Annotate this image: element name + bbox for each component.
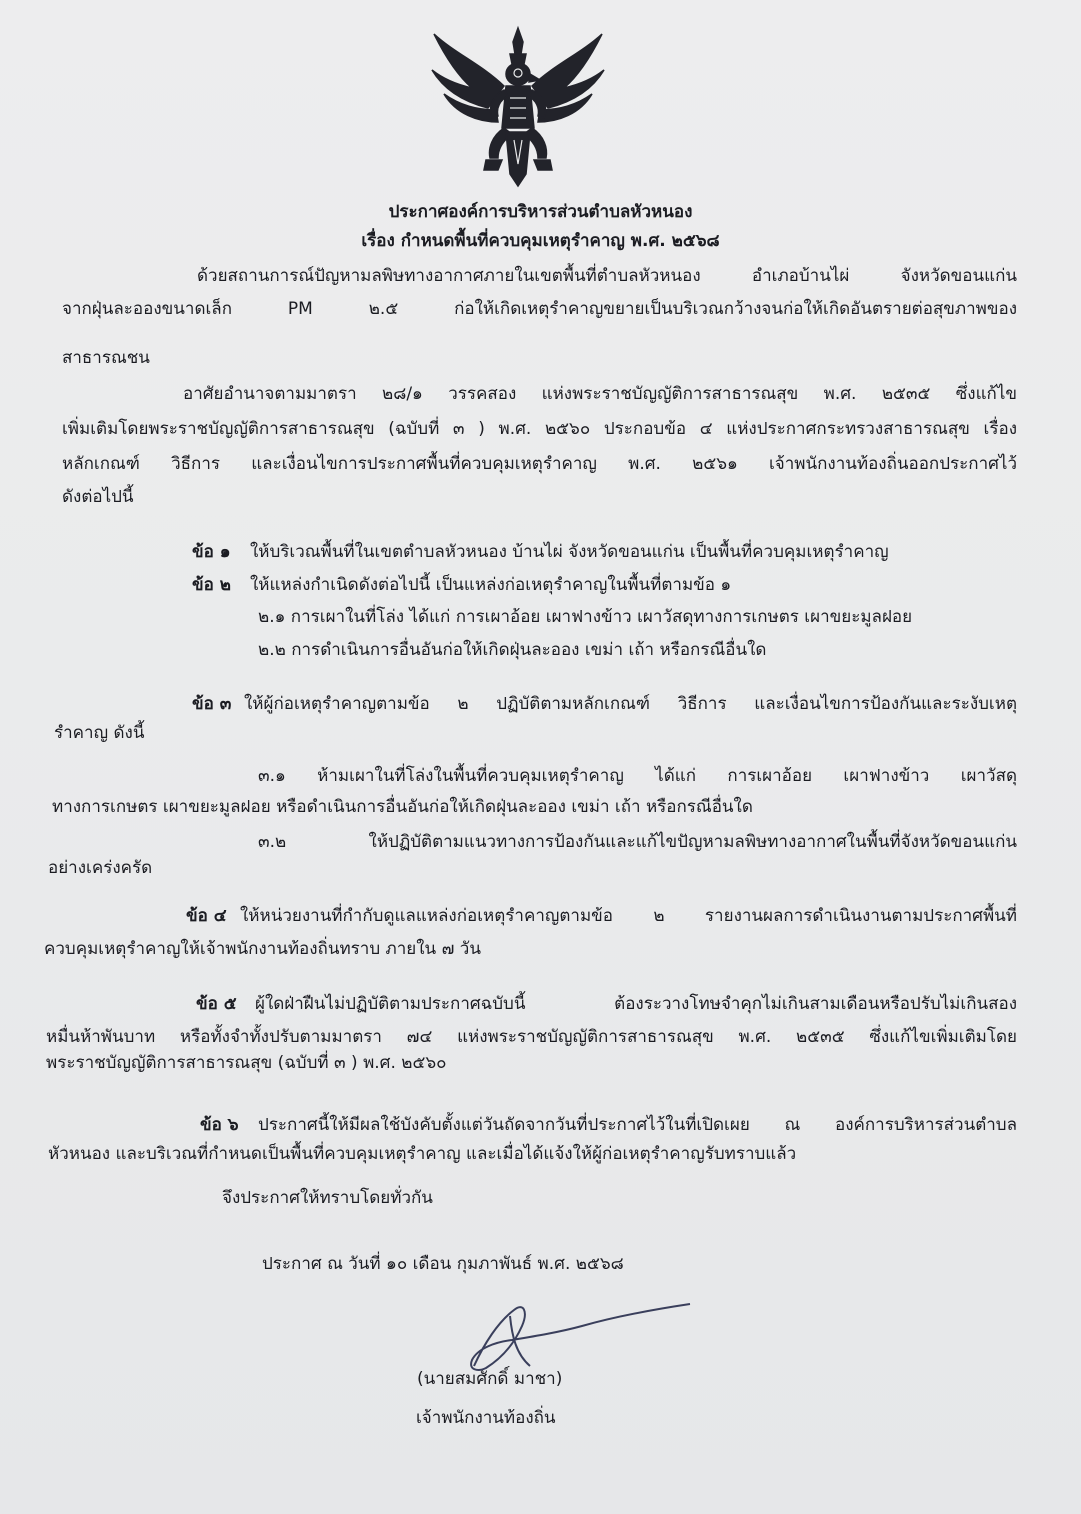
clause-3-text-1: ให้ผู้ก่อเหตุรำคาญตามข้อ ๒ ปฏิบัติตามหลักเกณฑ์ วิธีการ และเงื่อนไขการป้องกันและระงับเหตุ <box>244 694 1017 714</box>
authority-line-4: ดังต่อไปนี้ <box>62 487 134 507</box>
clause-6-text-1: ประกาศนี้ให้มีผลใช้บังคับตั้งแต่วันถัดจากวันที่ประกาศไว้ในที่เปิดเผย ณ องค์การบริหารส่วนตำบล <box>258 1115 1017 1135</box>
clause-2-sub-2: ๒.๒ การดำเนินการอื่นอันก่อให้เกิดฝุ่นละออง เขม่า เถ้า หรือกรณีอื่นใด <box>258 640 767 660</box>
clause-5-label: ข้อ ๕ <box>196 994 237 1014</box>
clause-3-sub-2a: ๓.๒ ให้ปฏิบัติตามแนวทางการป้องกันและแก้ไขปัญหามลพิษทางอากาศในพื้นที่จังหวัดขอนแก่น <box>258 832 1017 852</box>
clause-2-text: ให้แหล่งกำเนิดดังต่อไปนี้ เป็นแหล่งก่อเหตุรำคาญในพื้นที่ตามข้อ ๑ <box>250 575 732 595</box>
clause-4-label: ข้อ ๔ <box>186 906 227 926</box>
clause-1-label: ข้อ ๑ <box>192 542 231 562</box>
clause-3-sub-1a: ๓.๑ ห้ามเผาในที่โล่งในพื้นที่ควบคุมเหตุรำคาญ ได้แก่ การเผาอ้อย เผาฟางข้าว เผาวัสดุ <box>258 766 1017 786</box>
authority-line-2: เพิ่มเติมโดยพระราชบัญญัติการสาธารณสุข (ฉบับที่ ๓ ) พ.ศ. ๒๕๖๐ ประกอบข้อ ๔ แห่งประกาศกระทรวงสาธารณสุข เรื่อง <box>62 419 1017 439</box>
authority-line-3: หลักเกณฑ์ วิธีการ และเงื่อนไขการประกาศพื้นที่ควบคุมเหตุรำคาญ พ.ศ. ๒๕๖๑ เจ้าพนักงานท้องถิ่นออกประกาศไว้ <box>62 454 1017 474</box>
clause-3-sub-1b: ทางการเกษตร เผาขยะมูลฝอย หรือดำเนินการอื่นอันก่อให้เกิดฝุ่นละออง เขม่า เถ้า หรือกรณีอื่นใด <box>52 797 753 817</box>
clause-1-text: ให้บริเวณพื้นที่ในเขตตำบลหัวหนอง บ้านไผ่ จังหวัดขอนแก่น เป็นพื้นที่ควบคุมเหตุรำคาญ <box>250 542 889 562</box>
clause-3-text-2: รำคาญ ดังนี้ <box>54 723 145 743</box>
clause-2-sub-1: ๒.๑ การเผาในที่โล่ง ได้แก่ การเผาอ้อย เผาฟางข้าว เผาวัสดุทางการเกษตร เผาขยะมูลฝอย <box>258 607 913 627</box>
clause-6-text-2: หัวหนอง และบริเวณที่กำหนดเป็นพื้นที่ควบคุมเหตุรำคาญ และเมื่อได้แจ้งให้ผู้ก่อเหตุรำคาญรับทราบแล้ว <box>48 1144 797 1164</box>
garuda-emblem-icon <box>426 24 610 190</box>
preamble-line-1: ด้วยสถานการณ์ปัญหามลพิษทางอากาศภายในเขตพื้นที่ตำบลหัวหนอง อำเภอบ้านไผ่ จังหวัดขอนแก่น <box>197 266 1017 286</box>
clause-3-label: ข้อ ๓ <box>192 694 232 714</box>
clause-5-text-2: หมื่นห้าพันบาท หรือทั้งจำทั้งปรับตามมาตรา ๗๔ แห่งพระราชบัญญัติการสาธารณสุข พ.ศ. ๒๕๓๕ ซึ่งแก้ไขเพิ่มเติมโดย <box>46 1027 1017 1047</box>
clause-3-sub-2b: อย่างเคร่งครัด <box>48 858 153 878</box>
authority-line-1: อาศัยอำนาจตามมาตรา ๒๘/๑ วรรคสอง แห่งพระราชบัญญัติการสาธารณสุข พ.ศ. ๒๕๓๕ ซึ่งแก้ไข <box>183 384 1017 404</box>
document-subject: เรื่อง กำหนดพื้นที่ควบคุมเหตุรำคาญ พ.ศ. ๒๕๖๘ <box>361 231 720 251</box>
clause-6-label: ข้อ ๖ <box>200 1115 239 1135</box>
closing-notice: จึงประกาศให้ทราบโดยทั่วกัน <box>222 1188 433 1208</box>
preamble-line-3: สาธารณชน <box>62 348 150 368</box>
clause-5-text-1: ผู้ใดฝ่าฝืนไม่ปฏิบัติตามประกาศฉบับนี้ ต้องระวางโทษจำคุกไม่เกินสามเดือนหรือปรับไม่เกินสอง <box>255 994 1017 1014</box>
clause-5-text-3: พระราชบัญญัติการสาธารณสุข (ฉบับที่ ๓ ) พ.ศ. ๒๕๖๐ <box>46 1053 447 1073</box>
preamble-line-2: จากฝุ่นละอองขนาดเล็ก PM ๒.๕ ก่อให้เกิดเหตุรำคาญขยายเป็นบริเวณกว้างจนก่อให้เกิดอันตรายต่อสุขภาพของ <box>62 299 1017 319</box>
clause-4-text-2: ควบคุมเหตุรำคาญให้เจ้าพนักงานท้องถิ่นทราบ ภายใน ๗ วัน <box>44 939 481 959</box>
signatory-name: (นายสมศักดิ์ มาชา) <box>417 1369 563 1389</box>
document-title: ประกาศองค์การบริหารส่วนตำบลหัวหนอง <box>388 202 693 222</box>
clause-4-text-1: ให้หน่วยงานที่กำกับดูแลแหล่งก่อเหตุรำคาญตามข้อ ๒ รายงานผลการดำเนินงานตามประกาศพื้นที่ <box>240 906 1017 926</box>
signatory-position: เจ้าพนักงานท้องถิ่น <box>416 1408 556 1428</box>
clause-2-label: ข้อ ๒ <box>192 575 231 595</box>
announcement-date: ประกาศ ณ วันที่ ๑๐ เดือน กุมภาพันธ์ พ.ศ. ๒๕๖๘ <box>262 1254 624 1274</box>
